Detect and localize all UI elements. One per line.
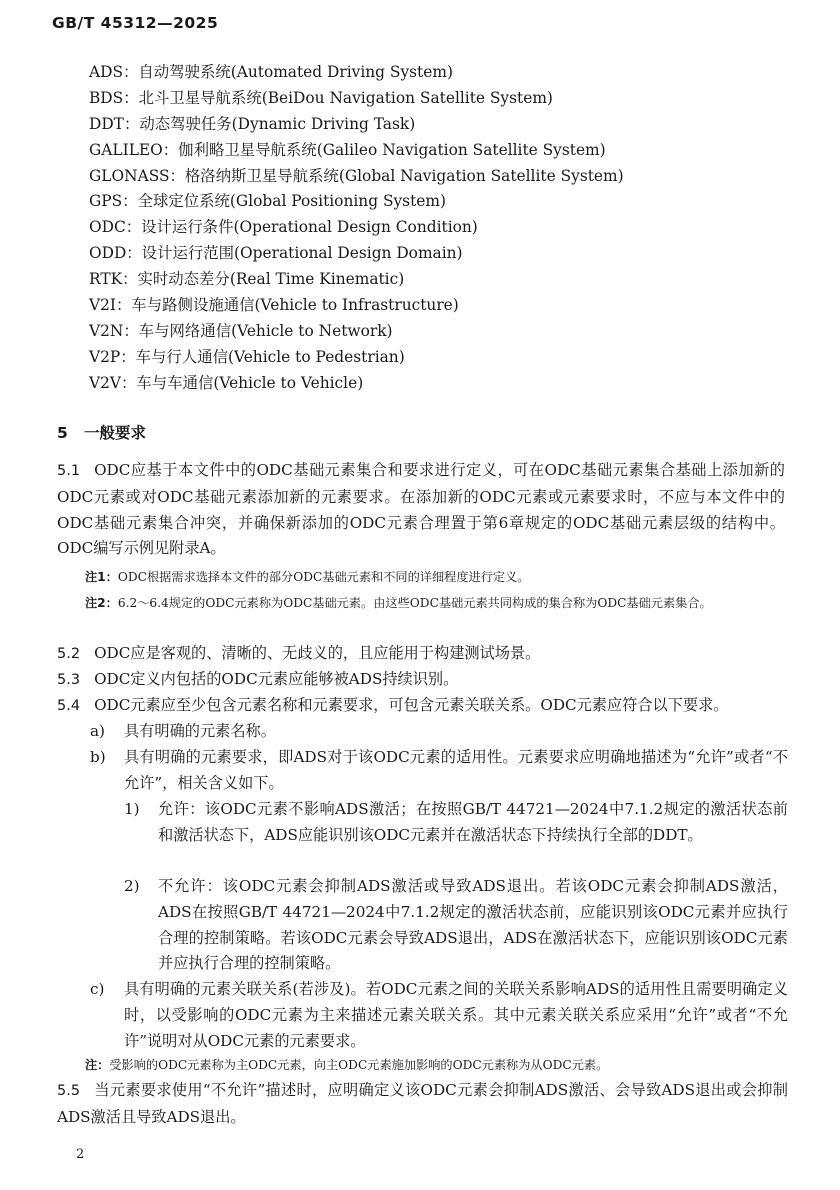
page-number: 2 <box>76 1147 85 1162</box>
item-marker-b: b) <box>90 748 106 766</box>
note-1 <box>85 567 785 589</box>
abbreviation-item: GLONASS：格洛纳斯卫星导航系统(Global Navigation Satellite System) <box>89 166 624 185</box>
clause-number: 5.4 <box>57 698 81 714</box>
clause-5-3 <box>57 667 785 694</box>
note-text: 受影响的ODC元素称为主ODC元素，向主ODC元素施加影响的ODC元素称为从ODC元素。 <box>109 1058 609 1072</box>
abbreviation-item: V2N：车与网络通信(Vehicle to Network) <box>89 321 393 340</box>
note-label: 注： <box>85 1058 110 1072</box>
clause-5-4 <box>57 693 797 720</box>
abbreviation-item: ODD：设计运行范围(Operational Design Domain) <box>89 244 463 263</box>
note-label: 注1： <box>85 570 118 584</box>
clause-number: 5.3 <box>57 672 81 688</box>
clause-text: ODC应基于本文件中的ODC基础元素集合和要求进行定义，可在ODC基础元素集合基础上添加新的ODC元素或对ODC基础元素添加新的元素要求。在添加新的ODC元素或元素要求时，不应与本文件中的ODC基础元素集合冲突，并确保新添加的ODC元素合理置于第6章规定的ODC基础元素层级的结构中。ODC编写示例见附录A。 <box>57 461 785 558</box>
abbreviation-item: ADS：自动驾驶系统(Automated Driving System) <box>89 63 453 81</box>
abbreviation-item: V2V：车与车通信(Vehicle to Vehicle) <box>89 373 364 392</box>
clause-5-5 <box>57 1078 788 1131</box>
clause-number: 5.1 <box>57 463 81 479</box>
sub-item-marker-2: 2) <box>124 877 140 895</box>
item-marker-c: c) <box>90 980 105 998</box>
abbreviation-item: GPS：全球定位系统(Global Positioning System) <box>89 192 446 211</box>
list-item-a <box>90 719 785 745</box>
sub-item-2: 不允许：该ODC元素会抑制ADS激活或导致ADS退出。若该ODC元素会抑制ADS激活，ADS在按照GB/T 44721—2024中7.1.2规定的激活状态前，应能识别该ODC元素并应执行合理的控制策略。若该ODC元素会导致ADS退出，ADS在激活状态下，应能识别该ODC元素并应执行合理的控制策略。 <box>158 877 788 973</box>
list-item-c: 具有明确的元素关联关系(若涉及)。若ODC元素之间的关联关系影响ADS的适用性且需要明确定义时，以受影响的ODC元素为主来描述元素关联关系。其中元素关联关系应采用“允许”或者“不允许”说明对从ODC元素的元素要求。 <box>124 980 788 1050</box>
clause-text: ODC应是客观的、清晰的、无歧义的，且应能用于构建测试场景。 <box>94 644 541 662</box>
abbreviation-item: GALILEO：伽利略卫星导航系统(Galileo Navigation Satellite System) <box>89 140 606 159</box>
section-heading <box>57 421 146 443</box>
note-2 <box>85 593 785 615</box>
clause-text: ODC定义内包括的ODC元素应能够被ADS持续识别。 <box>94 670 459 688</box>
section-number: 5 <box>57 424 68 442</box>
clause-5-2 <box>57 641 785 668</box>
note-text: ODC根据需求选择本文件的部分ODC基础元素和不同的详细程度进行定义。 <box>117 570 530 584</box>
section-title: 一般要求 <box>84 424 147 442</box>
abbreviation-item: BDS：北斗卫星导航系统(BeiDou Navigation Satellite System) <box>89 88 553 107</box>
abbreviation-item: V2P：车与行人通信(Vehicle to Pedestrian) <box>89 347 405 366</box>
abbreviation-item: DDT：动态驾驶任务(Dynamic Driving Task) <box>89 114 416 133</box>
note-text: 6.2～6.4规定的ODC元素称为ODC基础元素。由这些ODC基础元素共同构成的集合称为ODC基础元素集合。 <box>117 596 712 610</box>
sub-item-marker-1: 1) <box>124 800 140 818</box>
item-marker: a) <box>90 722 105 740</box>
clause-number: 5.5 <box>57 1083 81 1099</box>
abbreviation-item: ODC：设计运行条件(Operational Design Condition) <box>89 218 478 237</box>
clause-text: 当元素要求使用“不允许”描述时，应明确定义该ODC元素会抑制ADS激活、会导致ADS退出或会抑制ADS激活且导致ADS退出。 <box>57 1081 788 1126</box>
list-item-b: 具有明确的元素要求，即ADS对于该ODC元素的适用性。元素要求应明确地描述为“允许”或者“不允许”，相关含义如下。 <box>124 748 788 792</box>
note-3 <box>85 1055 785 1077</box>
standard-code-header: GB/T 45312—2025 <box>52 14 219 32</box>
clause-5-1 <box>57 458 785 562</box>
abbreviation-list <box>89 60 624 397</box>
clause-number: 5.2 <box>57 646 81 662</box>
item-text: 具有明确的元素名称。 <box>124 722 276 740</box>
abbreviation-item: RTK：实时动态差分(Real Time Kinematic) <box>89 270 405 289</box>
sub-item-1: 允许：该ODC元素不影响ADS激活；在按照GB/T 44721—2024中7.1.2规定的激活状态前和激活状态下，ADS应能识别该ODC元素并在激活状态下持续执行全部的DDT。 <box>158 800 788 844</box>
note-label: 注2： <box>85 596 118 610</box>
abbreviation-item: V2I：车与路侧设施通信(Vehicle to Infrastructure) <box>89 296 459 315</box>
clause-text: ODC元素应至少包含元素名称和元素要求，可包含元素关联关系。ODC元素应符合以下要求。 <box>94 696 729 714</box>
